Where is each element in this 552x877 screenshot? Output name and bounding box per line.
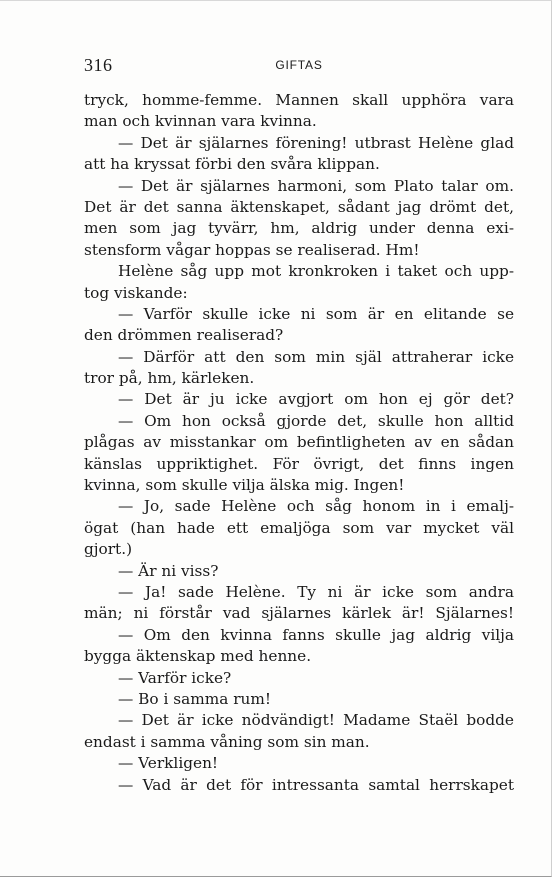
text-line: ögat (han hade ett emaljöga som var mycket väl xyxy=(84,518,514,537)
text-line: — Vad är det för intressanta samtal herrskapet xyxy=(118,775,514,794)
body-text xyxy=(84,90,514,796)
text-line: — Det är själarnes harmoni, som Plato talar om. xyxy=(118,176,514,195)
text-line: — Det är icke nödvändigt! Madame Staël bodde xyxy=(118,711,514,730)
text-line: Det är det sanna äktenskapet, sådant jag drömt det, xyxy=(84,197,514,216)
text-line: den drömmen realiserad? xyxy=(84,326,284,345)
text-line: att ha kryssat förbi den svåra klippan. xyxy=(84,155,380,174)
text-line: — Det är ju icke avgjort om hon ej gör det? xyxy=(118,390,514,409)
text-line: tryck, homme-femme. Mannen skall upphöra vara xyxy=(84,91,514,109)
text-line: man och kvinnan vara kvinna. xyxy=(84,112,317,131)
text-line: — Är ni viss? xyxy=(118,561,219,580)
text-line: men som jag tyvärr, hm, aldrig under denna exi- xyxy=(84,219,514,238)
text-line: — Bo i samma rum! xyxy=(118,689,272,708)
text-line: endast i samma våning som sin man. xyxy=(84,732,370,751)
text-line: plågas av misstankar om befintligheten av en sådan xyxy=(84,433,514,452)
text-line: — Varför skulle icke ni som är en elitande se xyxy=(118,304,514,323)
text-line: — Om den kvinna fanns skulle jag aldrig vilja xyxy=(118,625,514,644)
text-line: — Om hon också gjorde det, skulle hon alltid xyxy=(118,411,514,430)
page-header xyxy=(84,55,514,79)
text-line: stensform vågar hoppas se realiserad. Hm! xyxy=(84,240,420,259)
running-title: GIFTAS xyxy=(275,58,323,72)
text-line: — Därför att den som min själ attraherar icke xyxy=(118,347,514,366)
text-line: känslas uppriktighet. För övrigt, det finns ingen xyxy=(84,454,514,473)
text-line: tog viskande: xyxy=(84,283,188,302)
text-line: — Ja! sade Helène. Ty ni är icke som andra xyxy=(118,582,514,601)
text-line: kvinna, som skulle vilja älska mig. Ingen! xyxy=(84,476,405,495)
page-number: 316 xyxy=(84,55,113,75)
text-line: tror på, hm, kärleken. xyxy=(84,369,255,388)
text-line: Helène såg upp mot kronkroken i taket och upp- xyxy=(118,262,514,281)
text-line: män; ni förstår vad själarnes kärlek är! Själarnes! xyxy=(84,604,514,623)
text-line: — Verkligen! xyxy=(118,754,219,773)
text-line: gjort.) xyxy=(84,540,133,559)
text-line: bygga äktenskap med henne. xyxy=(84,647,312,666)
text-line: — Varför icke? xyxy=(118,668,232,687)
text-line: — Jo, sade Helène och såg honom in i emalj- xyxy=(118,497,514,516)
text-line: — Det är själarnes förening! utbrast Helène glad xyxy=(118,133,514,152)
